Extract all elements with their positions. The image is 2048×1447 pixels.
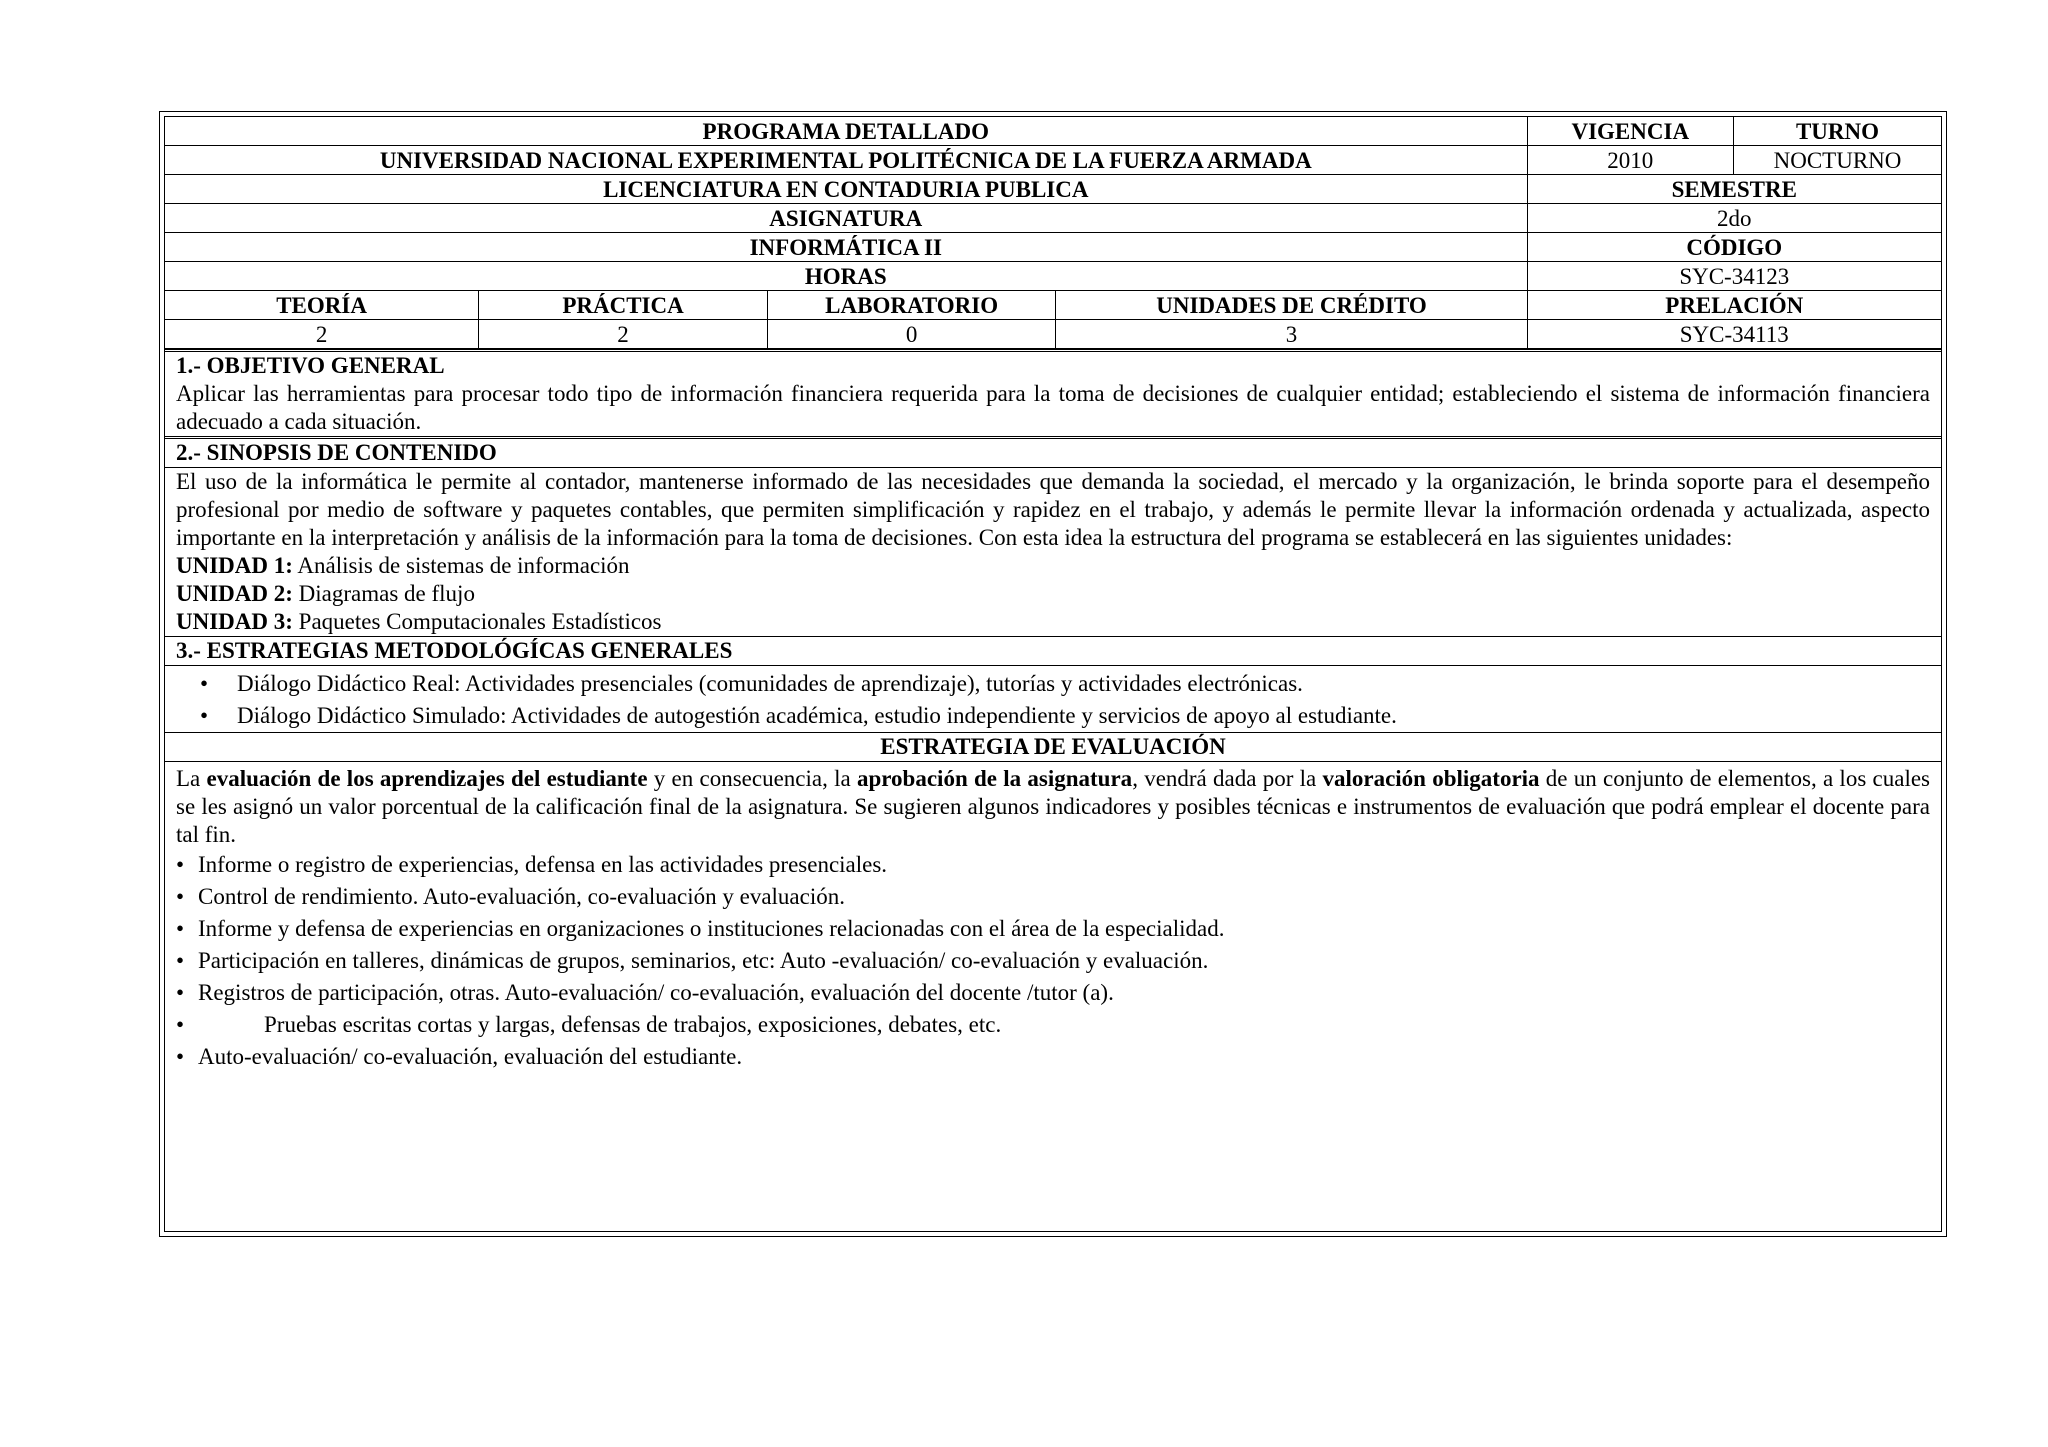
list-item: • Informe o registro de experiencias, defensa en las actividades presenciales. — [176, 849, 1941, 881]
unidad-label: UNIDAD 1: — [176, 553, 293, 578]
prelacion-label: PRELACIÓN — [1527, 291, 1941, 320]
practica-label: PRÁCTICA — [479, 291, 768, 320]
header-table — [165, 117, 1941, 349]
evaluacion-emphasis: aprobación de la asignatura — [856, 766, 1133, 791]
list-item: • Participación en talleres, dinámicas de grupos, seminarios, etc: Auto -evaluación/ co-evaluación y evaluación. — [176, 945, 1941, 977]
list-item-text: Pruebas escritas cortas y largas, defensas de trabajos, exposiciones, debates, etc. — [264, 1012, 1002, 1037]
list-item: • Diálogo Didáctico Simulado: Actividades de autogestión académica, estudio independiente y servicios de apoyo al estudiante. — [200, 700, 1941, 732]
objetivo-text: Aplicar las herramientas para procesar todo tipo de información financiera requerida para la toma de decisiones de cualquier entidad; estableciendo el sistema de información financiera adecuado a cada situación. — [176, 381, 1930, 434]
objetivo-title: 1.- OBJETIVO GENERAL — [176, 353, 445, 378]
universidad-name: UNIVERSIDAD NACIONAL EXPERIMENTAL POLITÉCNICA DE LA FUERZA ARMADA — [165, 146, 1527, 175]
evaluacion-list — [165, 849, 1941, 1073]
unidad-label: UNIDAD 2: — [176, 581, 293, 606]
unidad-item — [165, 580, 1941, 608]
semestre-label: SEMESTRE — [1527, 175, 1941, 204]
evaluacion-text-part: La — [176, 766, 207, 791]
unidades-credito-value: 3 — [1056, 320, 1527, 349]
unidad-text: Diagramas de flujo — [292, 581, 475, 606]
evaluacion-text-part: , vendrá dada por la — [1132, 766, 1323, 791]
evaluacion-text-part: de un conjunto de elementos, a los cuales se les asignó un valor porcentual de la calificación final de la asignatura. Se sugieren algunos indicadores y posibles técnicas e instrumentos de evaluación que podrá emplear el docente para tal fin. — [176, 766, 1930, 847]
teoria-value: 2 — [165, 320, 479, 349]
asignatura-label: ASIGNATURA — [165, 204, 1527, 233]
estrategias-title: 3.- ESTRATEGIAS METODOLÓGÍCAS GENERALES — [165, 637, 1941, 666]
evaluacion-text — [165, 762, 1941, 849]
teoria-label: TEORÍA — [165, 291, 479, 320]
document-frame — [159, 111, 1947, 1237]
vigencia-value: 2010 — [1527, 146, 1733, 175]
codigo-label: CÓDIGO — [1527, 233, 1941, 262]
list-item: • Registros de participación, otras. Auto-evaluación/ co-evaluación, evaluación del docente /tutor (a). — [176, 977, 1941, 1009]
sinopsis-text: El uso de la informática le permite al contador, mantenerse informado de las necesidades que demanda la sociedad, el mercado y la organización, le brinda soporte para el desempeño profesional por medio de software y paquetes contables, que permiten simplificación y rapidez en el trabajo, y además le permite llevar la información ordenada y actualizada, aspecto importante en la interpretación y análisis de la información para la toma de decisiones. Con esta idea la estructura del programa se establecerá en las siguientes unidades: — [176, 469, 1930, 550]
asignatura-value: INFORMÁTICA II — [165, 233, 1527, 262]
estrategias-list — [165, 666, 1941, 732]
list-item — [176, 1009, 1941, 1041]
turno-value: NOCTURNO — [1734, 146, 1942, 175]
sinopsis-title: 2.- SINOPSIS DE CONTENIDO — [165, 439, 1941, 468]
list-item: • Control de rendimiento. Auto-evaluación, co-evaluación y evaluación. — [176, 881, 1941, 913]
codigo-value: SYC-34123 — [1527, 262, 1941, 291]
licenciatura-name: LICENCIATURA EN CONTADURIA PUBLICA — [165, 175, 1527, 204]
prelacion-value: SYC-34113 — [1527, 320, 1941, 349]
vigencia-label: VIGENCIA — [1527, 117, 1733, 146]
document-inner-frame — [164, 116, 1942, 1232]
evaluacion-text-part: y en consecuencia, la — [647, 766, 857, 791]
list-item: • Informe y defensa de experiencias en organizaciones o instituciones relacionadas con el área de la especialidad. — [176, 913, 1941, 945]
unidad-item — [165, 608, 1941, 636]
laboratorio-label: LABORATORIO — [767, 291, 1056, 320]
unidad-text: Análisis de sistemas de información — [292, 553, 630, 578]
estrategias-section — [165, 636, 1941, 732]
evaluacion-section — [165, 732, 1941, 1073]
evaluacion-emphasis: evaluación de los aprendizajes del estudiante — [206, 766, 648, 791]
practica-value: 2 — [479, 320, 768, 349]
evaluacion-emphasis: valoración obligatoria — [1322, 766, 1540, 791]
list-item: • Diálogo Didáctico Real: Actividades presenciales (comunidades de aprendizaje), tutorías y actividades electrónicas. — [200, 668, 1941, 700]
turno-label: TURNO — [1734, 117, 1942, 146]
evaluacion-title: ESTRATEGIA DE EVALUACIÓN — [165, 733, 1941, 762]
list-item: • Auto-evaluación/ co-evaluación, evaluación del estudiante. — [176, 1041, 1941, 1073]
unidad-item — [165, 552, 1941, 580]
horas-label: HORAS — [165, 262, 1527, 291]
objetivo-section — [165, 349, 1941, 436]
programa-title: PROGRAMA DETALLADO — [165, 117, 1527, 146]
semestre-value: 2do — [1527, 204, 1941, 233]
sinopsis-section — [165, 436, 1941, 636]
unidades-credito-label: UNIDADES DE CRÉDITO — [1056, 291, 1527, 320]
unidad-text: Paquetes Computacionales Estadísticos — [292, 609, 662, 634]
laboratorio-value: 0 — [767, 320, 1056, 349]
unidad-label: UNIDAD 3: — [176, 609, 293, 634]
